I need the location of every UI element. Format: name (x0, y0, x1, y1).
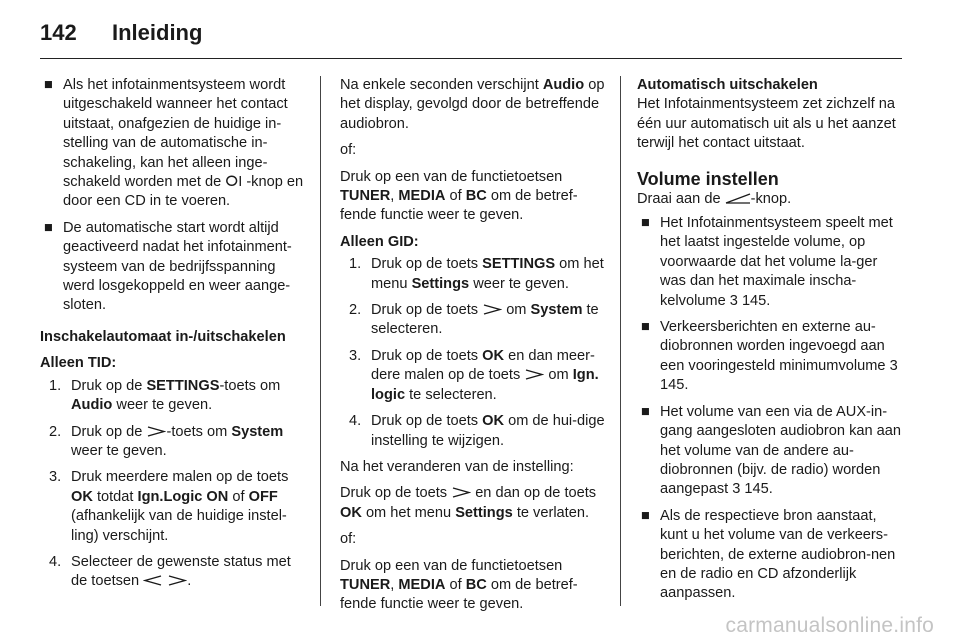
column-divider (620, 76, 621, 606)
left-triangle-icon (143, 575, 163, 586)
bullet-item: ■ Het Infotainmentsysteem speelt met het laatst ingestelde volume, op voorwaarde dat het volume la-ger was dan het maximale inscha-kelvolume 3 145. (641, 215, 893, 309)
bullet-icon: ■ (641, 215, 650, 232)
watermark: carmanualsonline.info (725, 614, 934, 637)
paragraph: Na het veranderen van de instelling: (340, 458, 574, 475)
list-item: 4. Druk op de toets OK om de hui-dige instelling te wijzigen. (349, 413, 605, 449)
bullet-item: ■ Als het infotainmentsysteem wordt uitgeschakeld wanneer het contact uitstaat, onafgezien de huidige in-stelling van de automatische in-schakeling, kan het alleen inge-schakeld worden met de ⵔI -knop en door een CD in te voeren. (44, 77, 304, 210)
section-heading: Automatisch uitschakelen (637, 77, 818, 93)
bullet-icon: ■ (641, 319, 650, 336)
subsection-heading: Alleen GID: (340, 233, 419, 250)
column-2 (340, 76, 606, 615)
paragraph: Draai aan de -knop. (637, 190, 792, 207)
list-item: 3. Druk op de toets OK en dan meer-dere malen op de toets om Ign. logic te selecteren. (349, 347, 599, 403)
page-title: Inleiding (112, 20, 203, 45)
page-header (40, 20, 202, 50)
column-divider (320, 76, 321, 606)
section-heading-volume: Volume instellen (637, 168, 779, 189)
list-item: 2. Druk op de -toets om System weer te geven. (49, 423, 284, 459)
list-item: 1. Druk op de toets SETTINGS om het menu Settings weer te geven. (349, 256, 604, 292)
page-ref-icon: 3 (732, 481, 741, 498)
right-triangle-icon (524, 369, 544, 380)
list-item: 4. Selecteer de gewenste status met de toetsen . (49, 553, 291, 590)
power-icon: ⵔI (225, 174, 243, 191)
column-1 (40, 76, 308, 592)
list-item: 2. Druk op de toets om System te selecteren. (349, 302, 599, 338)
page-ref-icon: 3 (889, 357, 898, 374)
bullet-icon: ■ (44, 77, 53, 93)
bullet-item: ■ Als de respectieve bron aanstaat, kunt u het volume van de verkeers-berichten, de externe audiobron-nen en de radio en CD afzonderlijk aanpassen. (641, 507, 896, 602)
column-3 (637, 76, 907, 604)
paragraph: Het Infotainmentsysteem zet zichzelf na één uur automatisch uit als u het aanzet terwijl het contact uitstaat. (637, 96, 896, 152)
right-triangle-icon (167, 575, 187, 586)
paragraph: of: (340, 142, 357, 159)
page-number: 142 (40, 20, 77, 45)
paragraph: of: (340, 531, 357, 548)
volume-knob-icon (725, 193, 751, 204)
list-item: 3. Druk meerdere malen op de toets OK totdat Ign.Logic ON of OFF (afhankelijk van de huidige instel-ling) verschijnt. (49, 469, 289, 544)
right-triangle-icon (451, 487, 471, 498)
paragraph: Druk op een van de functietoetsen TUNER, MEDIA of BC om de betref-fende functie weer te geven. (340, 168, 578, 224)
list-item: 1. Druk op de SETTINGS-toets om Audio weer te geven. (49, 377, 281, 414)
page-ref-icon: 3 (729, 292, 738, 309)
header-rule (40, 58, 902, 59)
bullet-icon: ■ (641, 403, 650, 420)
section-heading: Inschakelautomaat in-/uitschakelen (40, 328, 286, 345)
paragraph: Druk op de toets en dan op de toets OK om het menu Settings te verlaten. (340, 485, 597, 521)
subsection-heading: Alleen TID: (40, 355, 117, 372)
bullet-icon: ■ (44, 219, 53, 236)
bullet-item: ■ Het volume van een via de AUX-in-gang aangesloten audiobron kan aan het volume van de andere au-diobronnen (bijv. de radio) worden aangepast 3 145. (641, 403, 902, 498)
bullet-item: ■ De automatische start wordt altijd geactiveerd nadat het infotainment-systeem van de bedrijfsspanning werd losgekoppeld en weer aange-sloten. (44, 219, 292, 314)
right-triangle-icon (482, 304, 502, 315)
right-triangle-icon (146, 426, 166, 437)
paragraph: Druk op een van de functietoetsen TUNER, MEDIA of BC om de betref-fende functie weer te geven. (340, 557, 578, 613)
bullet-icon: ■ (641, 507, 650, 524)
paragraph: Na enkele seconden verschijnt Audio op het display, gevolgd door de betreffende audiobron. (340, 77, 605, 132)
bullet-item: ■ Verkeersberichten en externe au-diobronnen worden ingevoegd aan een vooringesteld minimumvolume 3 145. (641, 319, 898, 394)
